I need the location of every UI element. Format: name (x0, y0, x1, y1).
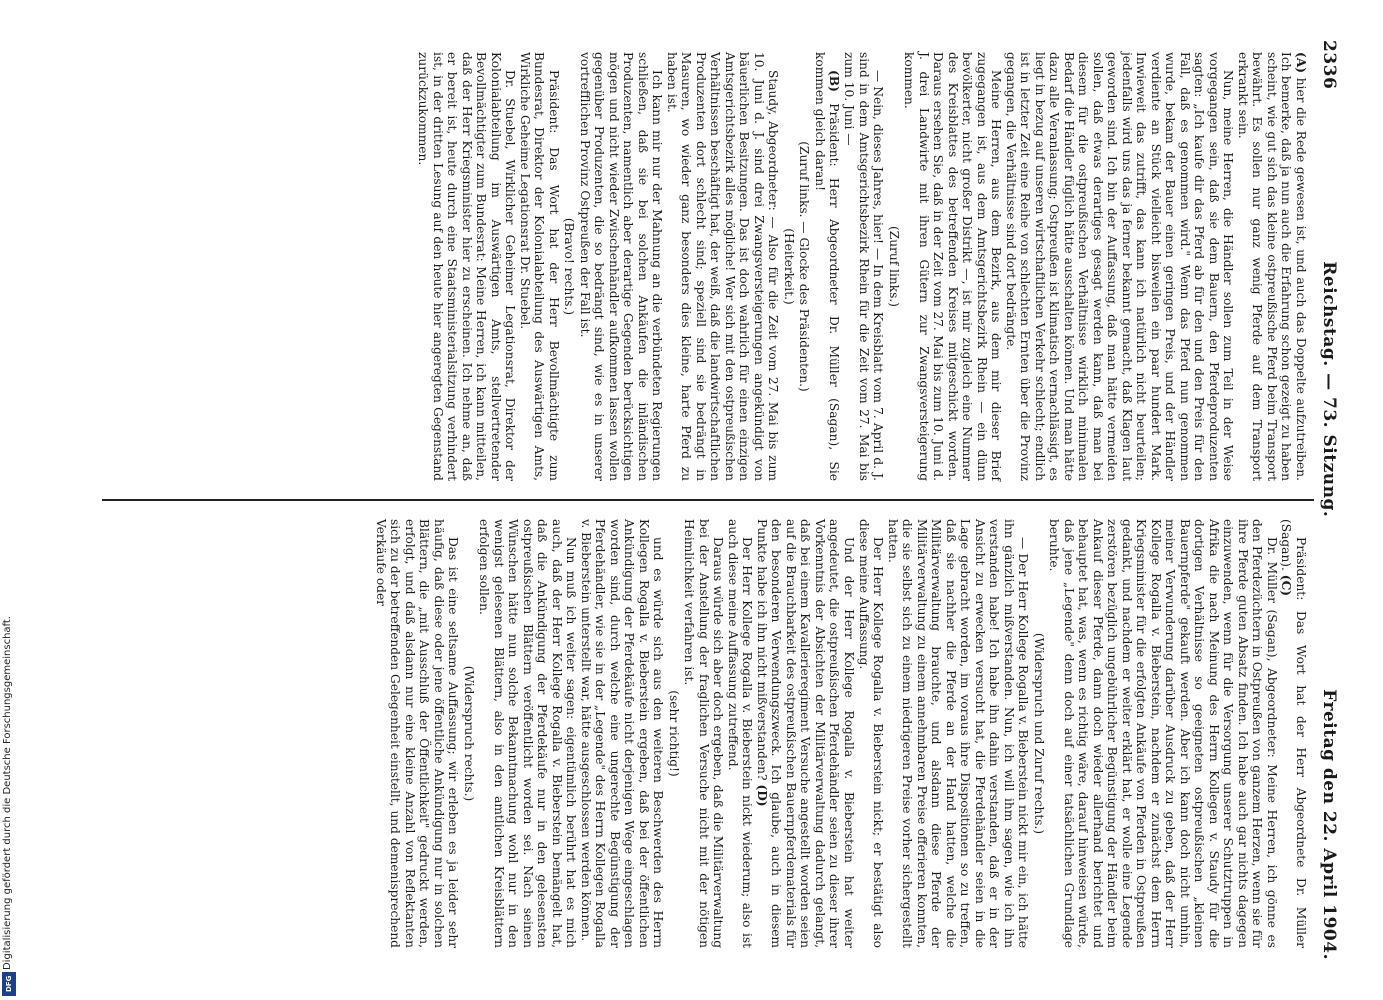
paragraph: Dr. Müller (Sagan), Abgeordneter: Meine Herren, ich gönne es den Pferdezüchtern in Ostpreußen von ganzem Herzen, wenn sie für ihre Pferde guten Absatz finden. Ich habe auch gar nichts dagegen einzuwenden, wenn für die Versorgung unserer Schutztruppen in Afrika die nach Meinung des Herrn Kollegen v. Staudy für die dortigen Verhältnisse so geeigneten ostpreußischen „kleinen Bauernpferde" gekauft werden. Aber ich kann doch nicht umhin, meiner Verwunderung darüber Ausdruck zu geben, daß der Herr Kollege Rogalla v. Bieberstein, nachdem er zunächst dem Herrn Kriegsminister für die erfolgten Ankäufe von Pferden in Ostpreußen gedankt, und nachdem er weiter erklärt hat, er wolle eine Legende zerstören bezüglich ungebührlicher Begünstigung der Händler beim Ankauf dieser Pferde, dann doch wieder allerhand berichtet und behauptet hat, was, wenn es richtig wäre, darauf hinweisen würde, daß jene „Legende" denn doch auf einer tatsächlichen Grundlage beruhte. (1047, 519, 1279, 948)
paragraph: Und der Herr Kollege Rogalla v. Bieberstein hat weiter angedeutet, die ostpreußischen Pferdehändler seien zu dieser ihrer Vorkenntnis der Absichten der Militärverwaltung dadurch gelangt, daß bei einem Kavallerieregiment Versuche angestellt worden seien auf die Brauchbarkeit des ostpreußischen Bauernpferdematerials für den besonderen Verwendungszweck. Ich glaube, auch in diesem Punkte habe ich ihn nicht mißverstanden? (D) (754, 519, 857, 948)
paragraph: Der Herr Kollege Rogalla v. Bieberstein nickt; er bestätigt also diese meine Auffassung. (856, 519, 886, 948)
interjection: (Widerspruch rechts.) (461, 665, 476, 802)
paragraph: und es würde sich aus den weiteren Beschwerden des Herrn Kollegen Rogalla v. Bieberstein ergeben, daß bei der öffentlichen Ankündigung der Pferdekäufe nicht derjenigen Wege eingeschlagen worden sind, durch welche eine ungerechte Begünstigung der Pferdehändler, wie sie in der „Legende" des Herrn Kollegen Rogalla v. Bieberstein unterstellt war, hätte ausgeschlossen werden können. (578, 519, 666, 948)
page-header (1314, 40, 1344, 960)
paragraph: Dr. Stuebel, Wirklicher Geheimer Legationsrat, Direktor der Kolonialabteilung im Auswärtigen Amts, stellvertretender Bevollmächtigter zum Bundesrat: Meine Herren, ich kann mitteilen, daß der Herr Kriegsminister hier zu erscheinen. Ich nehme an, daß er bereit ist, heute durch eine Staatsministerialsitzung verhindert ist, in der dritten Lesung auf den heute hier angeregten Gegenstand zurückzukommen. (416, 52, 518, 481)
interjection: (sehr richtig!) (666, 690, 681, 777)
text-columns (102, 34, 1308, 966)
rotated-page-content (62, 0, 1382, 1000)
paragraph: Nun, meine Herren, die Händler sollen zum Teil in der Weise vorgegangen sein, daß sie dem Bauern, den Pferdeproduzenten sagten: „Ich kaufe dir das Pferd ab für den und den Preis für den Fall, daß es genommen wird." Wenn das Pferd nun genommen wurde, bekam der Bauer einen geringen Preis, und der Händler verdiente an Stück vielleicht bisweilen ein paar hundert Mark. Inwieweit das zutrifft, das kann ich natürlich nicht beurteilen; jedenfalls wird uns das ja ferner bekannt gemacht, daß Klagen laut geworden sind. Ich bin der Auffassung, daß man hätte vermeiden sollen, daß etwas derartiges gesagt werden kann, daß man bei diesem für die ostpreußischen Verhältnisse wirklich minimalen Bedarf die Händler füglich hätte ausschalten können. Und man hätte dazu alle Veranlassung; Ostpreußen ist klimatisch vernachlässigt, es liegt in bezug auf unseren wirtschaftlichen Verkehr schlecht; endlich ist in letzter Zeit eine Reihe von schlechten Ernten über die Provinz gegangen, die Verhältnisse sind dort bedrängte. (1003, 52, 1236, 481)
paragraph: — Nein, dieses Jahres, hier! — In dem Kreisblatt vom 7. April d. J. sind in dem Amtsgerichtsbezirk Rhein für die Zeit vom 27. Mai bis zum 10. Juni — (842, 52, 886, 481)
paragraph: Nun muß ich weiter sagen: eigentümlich berührt hat es mich auch, daß der Herr Kollege Rogalla v. Bieberstein bemängelt hat, daß die Ankündigung der Pferdekäufe nur in den gelesensten ostpreußischen Blättern veröffentlicht worden sei. Nach seinen Wünschen hätte nun solche Bekanntmachung wohl nur in den wenigst gelesenen Blättern, also in den amtlichen Kreisblättern erfolgen sollen. (477, 519, 579, 948)
digitization-credit (0, 0, 40, 1000)
interjection: (Zuruf links.) (886, 225, 901, 308)
paragraph: — Der Herr Kollege Rogalla v. Bieberstein nickt mir ein, ich hätte ihn gänzlich mißverstanden. Nun, ich will ihm sagen, wie ich ihn verstanden habe! Ich habe ihn dahin verstanden, daß er in der Ansicht zu erwecken versucht hat, die Pferdehändler seien in die Lage gebracht worden, im voraus ihre Dispositionen so zu treffen, daß sie nachher die Pferde an der Hand hatten, welche die Militärverwaltung brauchte, und alsdann diese Pferde der Militärverwaltung zu einem annehmbaren Preise offerieren konnten, die sie selbst sich zu einem niedrigeren Preise vorher sichergestellt hatten. (885, 519, 1031, 948)
session-date: Freitag den 22. April 1904. (1319, 689, 1339, 960)
margin-marker-b: (B) (827, 70, 842, 92)
paragraph: Ich kann mir nur der Mahnung an die verbündeten Regierungen schließen, daß sie bei solchen Ankäufen die inländischen Produzenten, namentlich aber derartige Gegenden berücksichtigen mögen und nicht wieder Zwischenhändler aufkommen lassen wollen gegenüber Produzenten, die so bedrängt sind, wie es in unserer vortrefflichen Provinz Ostpreußen der Fall ist. (577, 52, 665, 481)
paragraph: Präsident: Das Wort hat der Herr Abgeordnete Dr. Müller (Sagan). (C) (1279, 519, 1308, 948)
paragraph: Das ist eine seltsame Auffassung; wir erleben es ja leider sehr häufig, daß diese oder jene öffentliche Ankündigung nur in solchen Blättern, die „mit Ausschluß der Öffentlichkeit" gedruckt werden, erfolgt, und daß alsdann nur eine kleine Anzahl von Reflektanten sich zu der betreffenden Gelegenheit einstellt, und demenisprechend Verkäufe oder (373, 519, 461, 948)
margin-marker-a: (A) (1294, 52, 1308, 73)
session-title: Reichstag. — 73. Sitzung. (1319, 261, 1339, 518)
margin-marker-c: (C) (1279, 574, 1294, 597)
interjection: (Bravo! rechts.) (562, 217, 577, 316)
paragraph: (A) hier die Rede gewesen ist, und auch das Doppelte aufzutreiben. Ich bemerke, daß ja nun auch die Erfahrung schon gezeigt zu haben scheint, wie gut sich das kleine ostpreußische Pferd beim Transport bewährt. Es sollen nur ganz wenig Pferde auf dem Transport erkrankt sein. (1235, 52, 1308, 481)
scanned-page (62, 0, 1382, 1000)
left-column (102, 34, 1308, 499)
page-number: 2336 (1319, 40, 1339, 90)
paragraph: Staudy, Abgeordneter: — Also für die Zeit vom 27. Mai bis zum 10. Juni d. J. sind drei Zwangsversteigerungen angekündigt von bäuerlichen Besitzungen. Das ist doch wahrlich für einen einzigen Amtsgerichtsbezirk alles mögliche! Wer sich mit den ostpreußischen Verhältnissen beschäftigt hat, der weiß, daß die landwirtschaftlichen Produzenten dort schlecht sind; speziell sind sie bedrängt in Masuren, wo wieder ganz besonders dies kleine, harte Pferd zu haben ist. (664, 52, 781, 481)
paragraph: Daraus würde sich aber doch ergeben, daß die Militärverwaltung bei der Anstellung der fraglichen Versuche nicht mit der nötigen Heimlichkeit verfahren ist. (682, 519, 726, 948)
right-column (102, 501, 1308, 966)
interjection: (Widerspruch und Zuruf rechts.) (1031, 632, 1046, 835)
paragraph: Meine Herren, aus dem Bezirk, aus dem mir dieser Brief zugegangen ist, aus dem Amtsgerichtsbezirk Rhein — ein dünn bevölkerter, nicht großer Distrikt —, ist mir zugleich eine Nummer des Kreisblattes des betreffenden Kreises mitgeschickt worden. Daraus ersehen Sie, daß in der Zeit vom 27. Mai bis zum 10. Juni d. J. drei Landwirte mit ihren Gütern zur Zwangsversteigerung kommen. (902, 52, 1004, 481)
paragraph: (B) Präsident: Herr Abgeordneter Dr. Müller (Sagan), Sie kommen gleich daran! (812, 52, 842, 481)
paragraph: Der Herr Kollege Rogalla v. Bieberstein nickt wiederum; also ist auch diese meine Auffassung zutreffend. (725, 519, 755, 948)
credit-text: Digitalisierung gefördert durch die Deutsche Forschungsgemeinschaft. (2, 615, 13, 970)
margin-marker-d: (D) (754, 784, 769, 807)
interjection: (Heiterkeit.) (781, 228, 796, 305)
paragraph: Präsident: Das Wort hat der Herr Bevollmächtigte zum Bundesrat, Direktor der Kolonialabteilung des Auswärtigen Amts, Wirkliche Geheime Legationsrat Dr. Stuebel. (517, 52, 561, 481)
dfg-logo: DFG (2, 972, 16, 996)
interjection: (Zuruf links. — Glocke des Präsidenten.) (797, 141, 812, 392)
